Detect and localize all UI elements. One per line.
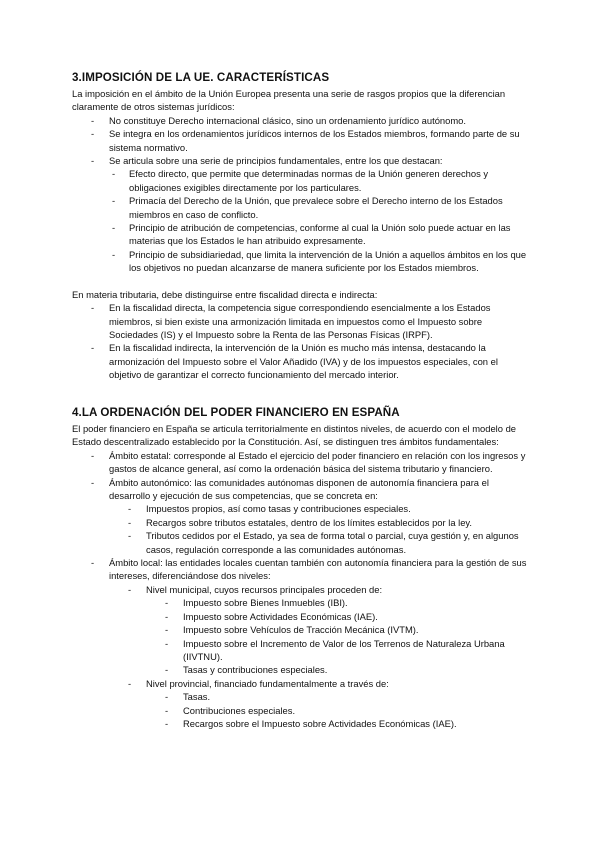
autonomic-list — [109, 502, 528, 556]
list-item: - Primacía del Derecho de la Unión, que prevalece sobre el Derecho interno de los Estados miembros en caso de conflicto. — [72, 194, 528, 221]
local-levels-list — [109, 583, 528, 730]
list-item-text: Nivel provincial, financiado fundamentalmente a través de: — [146, 677, 389, 689]
list-item: - Impuesto sobre Bienes Inmuebles (IBI). — [146, 596, 528, 609]
list-item: - Tributos cedidos por el Estado, ya sea de forma total o parcial, cuya gestión y, en algunos casos, regulación corresponde a las comunidades autónomas. — [109, 529, 528, 556]
financial-scopes-list — [72, 449, 528, 731]
list-item: - En la fiscalidad indirecta, la intervención de la Unión es mucho más intensa, destacando la armonización del Impuesto sobre el Valor Añadido (IVA) y de los impuestos especiales, con el objetivo de garantizar el correcto funcionamiento del mercado interior. — [72, 341, 528, 381]
municipal-resources-list — [146, 596, 528, 676]
list-item: - Recargos sobre el Impuesto sobre Actividades Económicas (IAE). — [146, 717, 528, 730]
list-item: - Se integra en los ordenamientos jurídicos internos de los Estados miembros, formando parte de su sistema normativo. — [72, 127, 528, 154]
list-item — [72, 154, 528, 275]
list-item: - Tasas. — [146, 690, 528, 703]
list-item — [109, 583, 528, 677]
section-4-heading: 4.LA ORDENACIÓN DEL PODER FINANCIERO EN ESPAÑA — [72, 406, 400, 419]
tax-list — [72, 301, 528, 381]
list-item: - Tasas y contribuciones especiales. — [146, 663, 528, 676]
section-4 — [72, 406, 528, 730]
list-item: - Principio de subsidiariedad, que limita la intervención de la Unión a aquellos ámbitos en los que los objetivos no puedan alcanzarse de manera suficiente por los Estados miembros. — [72, 248, 528, 275]
principles-list — [72, 167, 528, 274]
list-item-text: Nivel municipal, cuyos recursos principales proceden de: — [146, 583, 383, 595]
list-item: - Impuesto sobre el Incremento de Valor de los Terrenos de Naturaleza Urbana (IIVTNU). — [146, 637, 528, 664]
list-item: - Impuesto sobre Vehículos de Tracción Mecánica (IVTM). — [146, 623, 528, 636]
tax-intro: En materia tributaria, debe distinguirse entre fiscalidad directa e indirecta: — [72, 288, 378, 300]
list-item: - Impuesto sobre Actividades Económicas (IAE). — [146, 610, 528, 623]
list-item: - Efecto directo, que permite que determinadas normas de la Unión generen derechos y obligaciones exigibles directamente por los particulares. — [72, 167, 528, 194]
list-item-text: Ámbito local: las entidades locales cuentan también con autonomía financiera para la gestión de sus intereses, diferenciándose dos niveles: — [109, 557, 527, 582]
list-item-text: Ámbito autonómico: las comunidades autónomas disponen de autonomía financiera para el desarrollo y ejecución de sus competencias, que se concreta en: — [109, 476, 489, 502]
list-item: - Recargos sobre tributos estatales, dentro de los límites establecidos por la ley. — [109, 516, 528, 529]
list-item: - Principio de atribución de competencias, conforme al cual la Unión solo puede actuar en las materias que los Estados le han atribuido expresamente. — [72, 221, 528, 248]
list-item — [109, 677, 528, 731]
provincial-resources-list — [146, 690, 528, 730]
list-item: - Impuestos propios, así como tasas y contribuciones especiales. — [109, 502, 528, 515]
section-4-intro: El poder financiero en España se articula territorialmente en distintos niveles, de acuerdo con el modelo de Estado descentralizado establecido por la Constitución. Así, se distinguen tres ámbitos fundamentales: — [72, 423, 517, 448]
list-item-text: Se articula sobre una serie de principios fundamentales, entre los que destacan: — [109, 155, 443, 167]
list-item: - Contribuciones especiales. — [146, 704, 528, 717]
section-3-heading: 3.IMPOSICIÓN DE LA UE. CARACTERÍSTICAS — [72, 71, 330, 84]
list-item: - En la fiscalidad directa, la competencia sigue correspondiendo esencialmente a los Estados miembros, si bien existe una armonización limitada en impuestos como el Impuesto sobre Sociedades (IS) y el Impuesto sobre la Renta de las Personas Físicas (IRPF). — [72, 301, 528, 341]
list-item: - No constituye Derecho internacional clásico, sino un ordenamiento jurídico autónomo. — [72, 114, 528, 127]
section-3 — [72, 71, 528, 382]
list-item: - Ámbito estatal: corresponde al Estado el ejercicio del poder financiero en relación con los ingresos y gastos de alcance general, así como la ordenación básica del sistema tributario y financiero. — [72, 449, 528, 476]
list-item — [72, 476, 528, 556]
list-item — [72, 556, 528, 730]
section-3-intro: La imposición en el ámbito de la Unión Europea presenta una serie de rasgos propios que la diferencian claramente de otros sistemas jurídicos: — [72, 88, 506, 113]
eu-characteristics-list — [72, 114, 528, 275]
